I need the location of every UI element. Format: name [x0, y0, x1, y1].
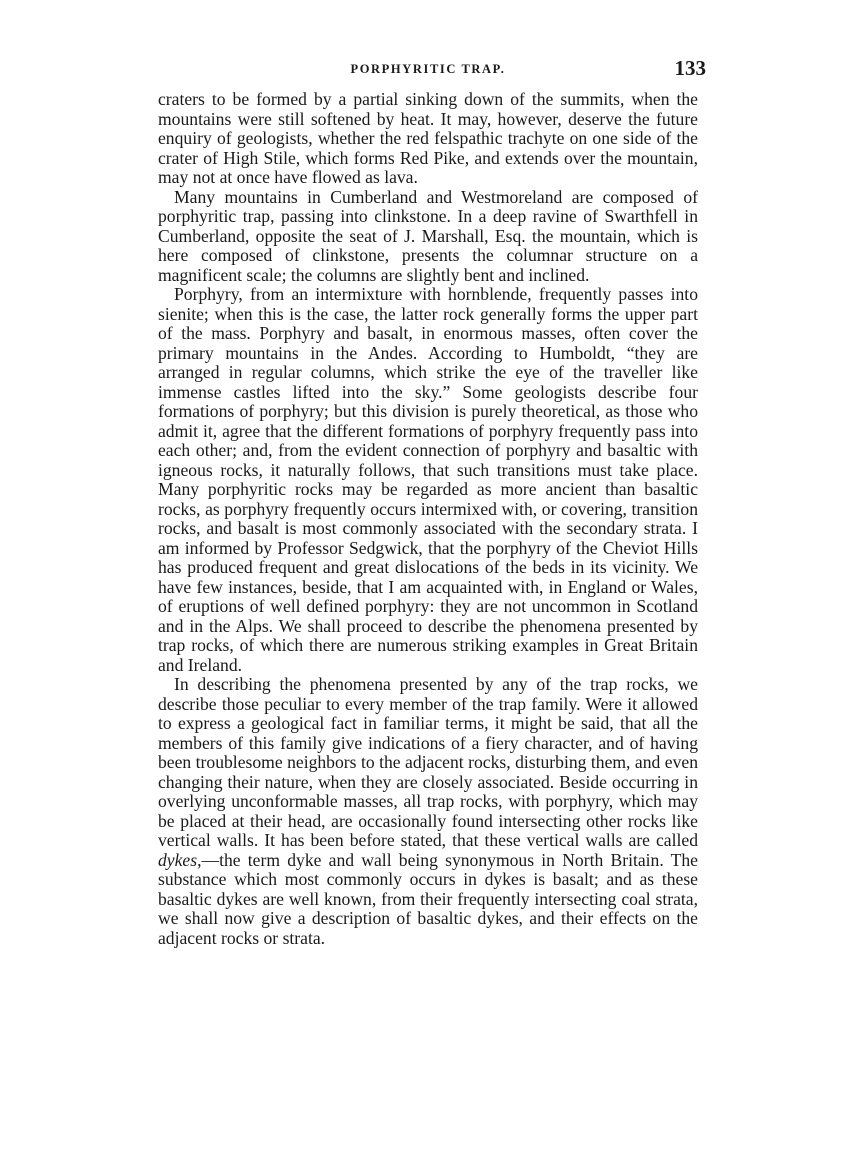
- running-head: [158, 56, 706, 90]
- paragraph: [158, 188, 698, 286]
- paragraph-text: ,—the term dyke and wall being synonymous in North Britain. The substance which most commonly occurs in dykes is basalt; and as these basaltic dykes are well known, from their frequently intersecting coal strata, we shall now give a description of basaltic dykes, and their effects on the adjacent rocks or strata.: [158, 849, 698, 948]
- paragraph: [158, 285, 698, 675]
- paragraph-text: Many mountains in Cumberland and Westmoreland are composed of porphyritic trap, passing into clinkstone. In a deep ravine of Swarthfell in Cumberland, opposite the seat of J. Marshall, Esq. the mountain, which is here composed of clinkstone, presents the columnar structure on a magnificent scale; the columns are slightly bent and inclined.: [158, 186, 698, 285]
- book-page: [158, 56, 706, 948]
- running-title: PORPHYRITIC TRAP.: [350, 62, 506, 76]
- paragraph: [158, 90, 698, 188]
- paragraph: [158, 675, 698, 948]
- body-text: [158, 90, 698, 948]
- italic-term: dykes: [158, 849, 198, 870]
- paragraph-text: Porphyry, from an intermixture with hornblende, frequently passes into sienite; when this is the case, the latter rock generally forms the upper part of the mass. Porphyry and basalt, in enormous masses, often cover the primary mountains in the Andes. According to Humboldt, “they are arranged in regular columns, which strike the eye of the traveller like immense castles lifted into the sky.” Some geologists describe four formations of porphyry; but this division is purely theoretical, as those who admit it, agree that the different formations of porphyry frequently pass into each other; and, from the evident connection of porphyry and basaltic with igneous rocks, it naturally follows, that such transitions must take place. Many porphyritic rocks may be regarded as more ancient than basaltic rocks, as porphyry frequently occurs intermixed with, or covering, transition rocks, and basalt is most commonly associated with the secondary strata. I am informed by Professor Sedgwick, that the porphyry of the Cheviot Hills has produced frequent and great dislocations of the beds in its vicinity. We have few instances, beside, that I am acquainted with, in England or Wales, of eruptions of well defined porphyry: they are not uncommon in Scotland and in the Alps. We shall proceed to describe the phenomena presented by trap rocks, of which there are numerous striking examples in Great Britain and Ireland.: [158, 284, 698, 675]
- paragraph-text: In describing the phenomena presented by any of the trap rocks, we describe those peculiar to every member of the trap family. Were it allowed to express a geological fact in familiar terms, it might be said, that all the members of this family give indications of a fiery character, and of having been troublesome neighbors to the adjacent rocks, disturbing them, and even changing their nature, when they are closely associated. Beside occurring in overlying unconformable masses, all trap rocks, with porphyry, which may be placed at their head, are occasionally found intersecting other rocks like vertical walls. It has been before stated, that these vertical walls are called: [158, 674, 698, 850]
- page-number: 133: [674, 56, 706, 80]
- paragraph-text: craters to be formed by a partial sinking down of the summits, when the mountains were still softened by heat. It may, however, deserve the future enquiry of geologists, whether the red felspathic trachyte on one side of the crater of High Stile, which forms Red Pike, and extends over the mountain, may not at once have flowed as lava.: [158, 89, 698, 187]
